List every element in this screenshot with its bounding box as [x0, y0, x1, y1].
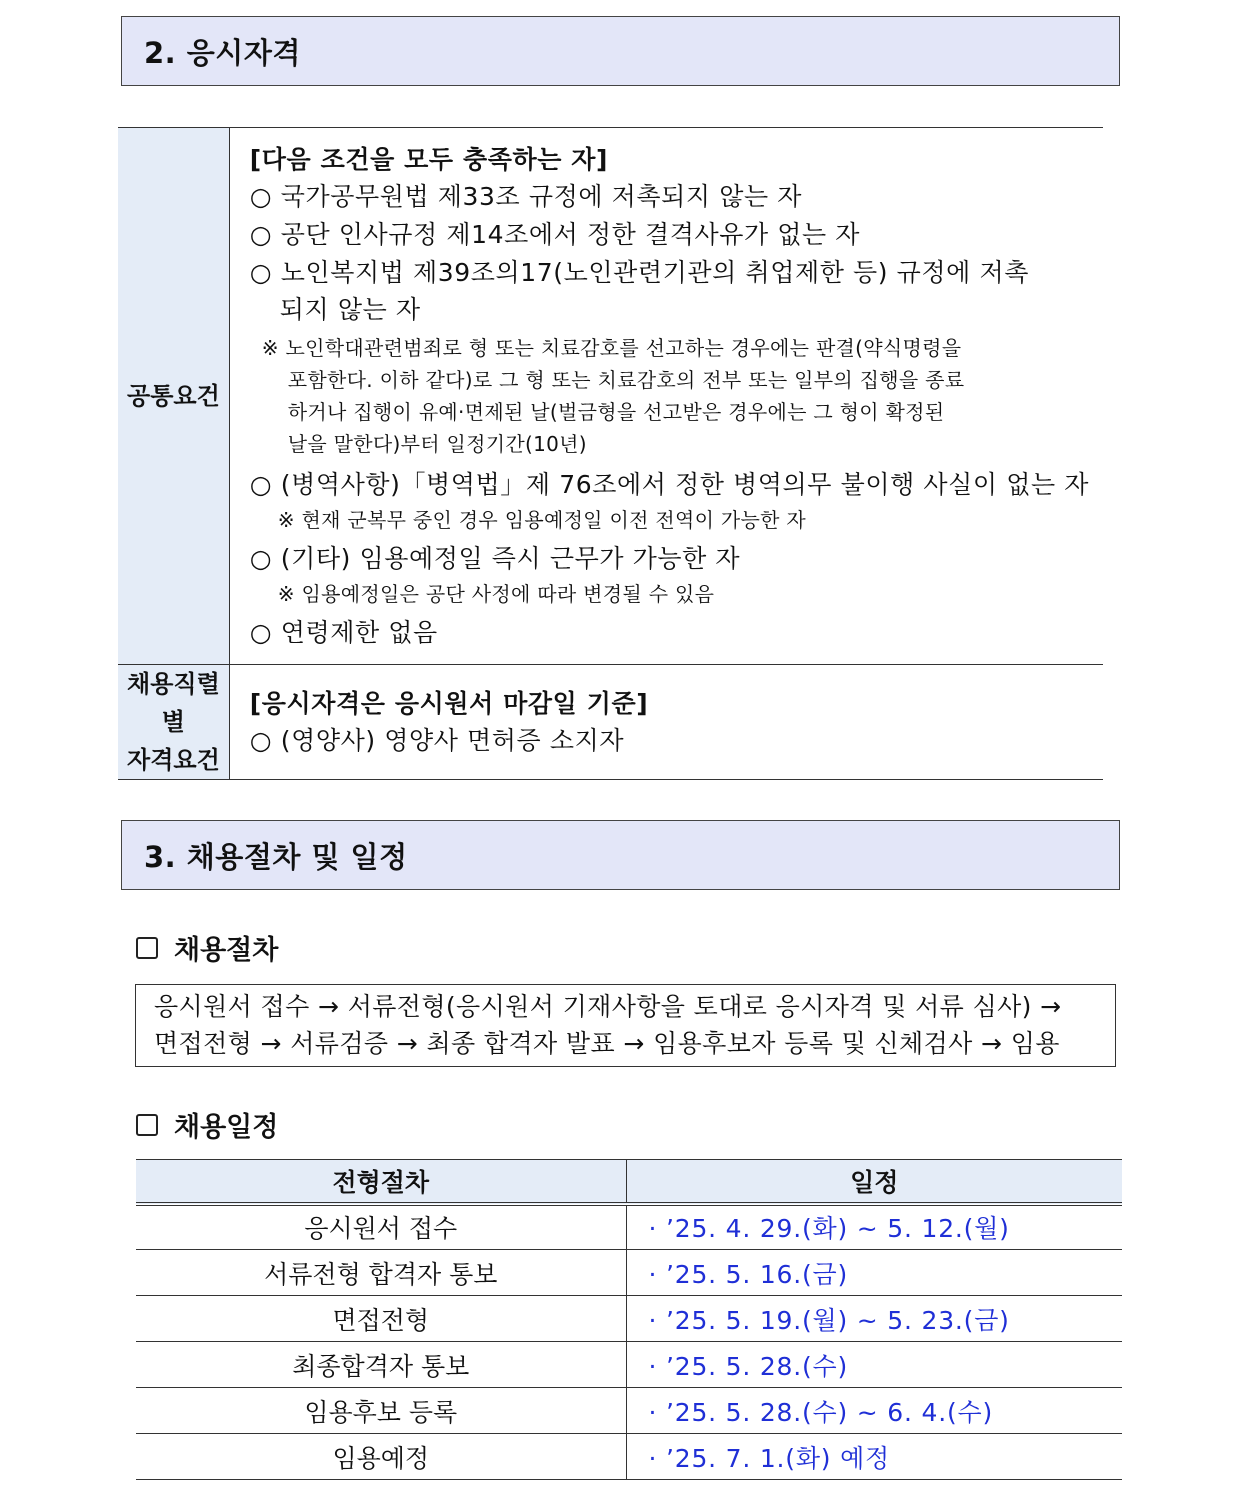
step-cell: 임용예정 [136, 1434, 626, 1480]
table-row [136, 1250, 1122, 1296]
procedure-heading-label: 채용절차 [174, 935, 279, 966]
common-requirements-row [118, 128, 1103, 665]
common-requirements-label: 공통요건 [118, 128, 229, 665]
elder-abuse-note [250, 332, 1089, 460]
job-requirements-label [118, 665, 229, 780]
note-line: 하거나 집행이 유예·면제된 날(벌금형을 선고받은 경우에는 그 형이 확정된 [287, 399, 945, 424]
condition-title: [다음 조건을 모두 충족하는 자] [249, 144, 609, 174]
job-condition-title: [응시자격은 응시원서 마감일 기준] [249, 688, 649, 718]
appointment-note: ※ 임용예정일은 공단 사정에 따라 변경될 수 있음 [277, 581, 715, 606]
military-note: ※ 현재 군복무 중인 경우 임용예정일 이전 전역이 가능한 자 [277, 507, 807, 532]
date-cell: · ’25. 5. 19.(월) ~ 5. 23.(금) [626, 1296, 1122, 1342]
date-cell: · ’25. 4. 29.(화) ~ 5. 12.(월) [626, 1204, 1122, 1250]
section-2-title: 2. 응시자격 [144, 35, 301, 70]
procedure-line: 면접전형 → 서류검증 → 최종 합격자 발표 → 임용후보자 등록 및 신체검사 → 임용 [154, 1029, 1060, 1058]
note-line: 포함한다. 이하 같다)로 그 형 또는 치료감호의 전부 또는 일부의 집행을 종료 [287, 367, 965, 392]
requirement-item: ○ (기타) 임용예정일 즉시 근무가 가능한 자 [249, 543, 741, 573]
step-cell: 응시원서 접수 [136, 1204, 626, 1250]
job-requirements-row [118, 665, 1103, 780]
requirement-item: ○ 국가공무원법 제33조 규정에 저촉되지 않는 자 [249, 181, 802, 211]
step-cell: 최종합격자 통보 [136, 1342, 626, 1388]
section-3-title: 3. 채용절차 및 일정 [144, 839, 408, 874]
requirement-item: ○ (병역사항)「병역법」제 76조에서 정한 병역의무 불이행 사실이 없는 자 [249, 469, 1089, 499]
common-requirements-content [229, 128, 1103, 665]
step-cell: 면접전형 [136, 1296, 626, 1342]
schedule-heading-label: 채용일정 [174, 1112, 279, 1143]
requirement-item: ○ 연령제한 없음 [249, 617, 438, 647]
step-cell: 서류전형 합격자 통보 [136, 1250, 626, 1296]
table-row [136, 1296, 1122, 1342]
date-cell: · ’25. 7. 1.(화) 예정 [626, 1434, 1122, 1480]
schedule-heading [136, 1105, 278, 1144]
job-requirement-item: ○ (영양사) 영양사 면허증 소지자 [249, 725, 625, 755]
schedule-table [136, 1159, 1122, 1480]
date-cell: · ’25. 5. 28.(수) [626, 1342, 1122, 1388]
requirement-item-continued: 되지 않는 자 [279, 294, 421, 324]
date-cell: · ’25. 5. 28.(수) ~ 6. 4.(수) [626, 1388, 1122, 1434]
table-row [136, 1204, 1122, 1250]
step-cell: 임용후보 등록 [136, 1388, 626, 1434]
procedure-line: 응시원서 접수 → 서류전형(응시원서 기재사항을 토대로 응시자격 및 서류 심사) → [154, 992, 1062, 1021]
section-3-header [121, 820, 1120, 890]
job-label-line: 자격요건 [127, 746, 220, 774]
note-line: 날을 말한다)부터 일정기간(10년) [287, 431, 587, 456]
column-header-date: 일정 [626, 1160, 1122, 1204]
column-header-step: 전형절차 [136, 1160, 626, 1204]
section-2-header [121, 16, 1120, 86]
checkbox-square-icon [136, 1114, 158, 1136]
checkbox-square-icon [136, 937, 158, 959]
job-requirements-content [229, 665, 1103, 780]
table-row [136, 1388, 1122, 1434]
table-row [136, 1434, 1122, 1480]
procedure-heading [136, 928, 278, 967]
procedure-box [135, 984, 1116, 1067]
qualification-table [118, 127, 1103, 780]
table-row [136, 1342, 1122, 1388]
job-label-line: 채용직렬별 [127, 670, 220, 736]
date-cell: · ’25. 5. 16.(금) [626, 1250, 1122, 1296]
schedule-header-row [136, 1160, 1122, 1204]
requirement-item: ○ 공단 인사규정 제14조에서 정한 결격사유가 없는 자 [249, 219, 861, 249]
requirement-item: ○ 노인복지법 제39조의17(노인관련기관의 취업제한 등) 규정에 저촉 [249, 257, 1029, 287]
note-line: ※ 노인학대관련범죄로 형 또는 치료감호를 선고하는 경우에는 판결(약식명령을 [261, 335, 962, 360]
